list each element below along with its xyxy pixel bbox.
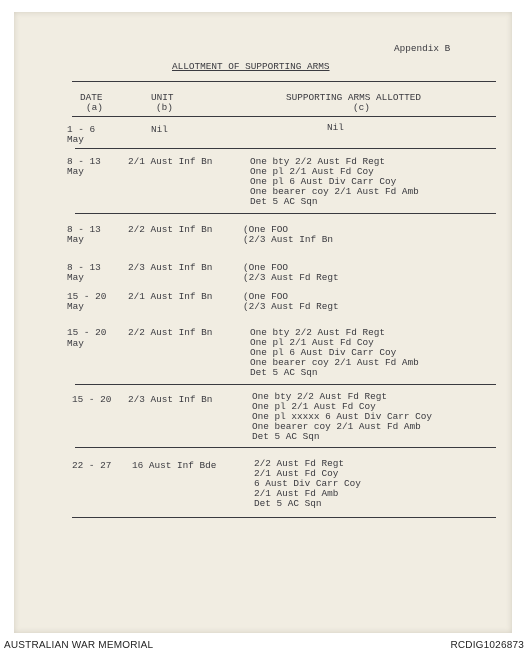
row-arms-line: One bearer coy 2/1 Aust Fd Amb <box>250 186 419 197</box>
row-unit: Nil <box>151 124 168 135</box>
row-arms-line: (2/3 Aust Inf Bn <box>243 234 334 245</box>
row-month: May <box>67 272 84 283</box>
row-arms-line: One pl xxxxx 6 Aust Div Carr Coy <box>252 411 433 422</box>
header-date-sub: (a) <box>86 102 103 113</box>
row-arms-line: One pl 6 Aust Div Carr Coy <box>250 347 397 358</box>
row-arms-line: One pl 2/1 Aust Fd Coy <box>250 166 374 177</box>
row-arms-line: Det 5 AC Sqn <box>250 367 318 378</box>
row-arms-line: One bty 2/2 Aust Fd Regt <box>250 156 386 167</box>
row-month: May <box>67 134 84 145</box>
row-unit: 16 Aust Inf Bde <box>132 460 217 471</box>
row-date: 22 - 27 <box>72 460 112 471</box>
row-date: 8 - 13 <box>67 224 101 235</box>
row-date: 1 - 6 <box>67 124 96 135</box>
row-arms-line: 2/1 Aust Fd Amb <box>254 488 339 499</box>
row-arms-line: Det 5 AC Sqn <box>254 498 322 509</box>
footer-bar <box>0 636 528 654</box>
row-arms-line: (2/3 Aust Fd Regt <box>243 272 339 283</box>
row-month: May <box>67 234 84 245</box>
row-arms-line: One pl 6 Aust Div Carr Coy <box>250 176 397 187</box>
row-unit: 2/3 Aust Inf Bn <box>128 394 213 405</box>
row-arms-line: Nil <box>327 122 344 133</box>
row-rule <box>75 148 496 149</box>
row-month: May <box>67 338 84 349</box>
row-arms-line: 2/1 Aust Fd Coy <box>254 468 339 479</box>
row-arms-line: (One FOO <box>243 224 289 235</box>
row-arms-line: (One FOO <box>243 291 289 302</box>
footer-source: AUSTRALIAN WAR MEMORIAL <box>4 640 154 651</box>
document-title: ALLOTMENT OF SUPPORTING ARMS <box>172 61 330 72</box>
header-unit: UNIT <box>151 92 174 103</box>
row-arms-line: One pl 2/1 Aust Fd Coy <box>252 401 376 412</box>
row-month: May <box>67 301 84 312</box>
row-rule <box>75 447 496 448</box>
row-date: 8 - 13 <box>67 262 101 273</box>
document-page <box>14 12 512 633</box>
row-unit: 2/2 Aust Inf Bn <box>128 224 213 235</box>
footer-record-id: RCDIG1026873 <box>450 640 524 651</box>
row-rule <box>75 213 496 214</box>
row-arms-line: Det 5 AC Sqn <box>252 431 320 442</box>
row-unit: 2/1 Aust Inf Bn <box>128 156 213 167</box>
row-unit: 2/1 Aust Inf Bn <box>128 291 213 302</box>
row-date: 15 - 20 <box>67 327 107 338</box>
row-date: 8 - 13 <box>67 156 101 167</box>
row-arms-line: Det 5 AC Sqn <box>250 196 318 207</box>
row-date: 15 - 20 <box>72 394 112 405</box>
row-arms-line: (2/3 Aust Fd Regt <box>243 301 339 312</box>
header-date: DATE <box>80 92 103 103</box>
header-rule <box>72 116 496 117</box>
row-unit: 2/2 Aust Inf Bn <box>128 327 213 338</box>
row-arms-line: One bearer coy 2/1 Aust Fd Amb <box>252 421 421 432</box>
row-date: 15 - 20 <box>67 291 107 302</box>
top-rule <box>72 81 496 82</box>
appendix-label: Appendix B <box>394 43 451 54</box>
row-arms-line: One bty 2/2 Aust Fd Regt <box>252 391 388 402</box>
bottom-rule <box>72 517 496 518</box>
header-arms: SUPPORTING ARMS ALLOTTED <box>286 92 422 103</box>
row-arms-line: One bty 2/2 Aust Fd Regt <box>250 327 386 338</box>
row-arms-line: 6 Aust Div Carr Coy <box>254 478 361 489</box>
row-arms-line: (One FOO <box>243 262 289 273</box>
header-arms-sub: (c) <box>353 102 370 113</box>
header-unit-sub: (b) <box>156 102 173 113</box>
row-arms-line: One pl 2/1 Aust Fd Coy <box>250 337 374 348</box>
row-unit: 2/3 Aust Inf Bn <box>128 262 213 273</box>
row-arms-line: One bearer coy 2/1 Aust Fd Amb <box>250 357 419 368</box>
row-month: May <box>67 166 84 177</box>
row-rule <box>75 384 496 385</box>
row-arms-line: 2/2 Aust Fd Regt <box>254 458 345 469</box>
